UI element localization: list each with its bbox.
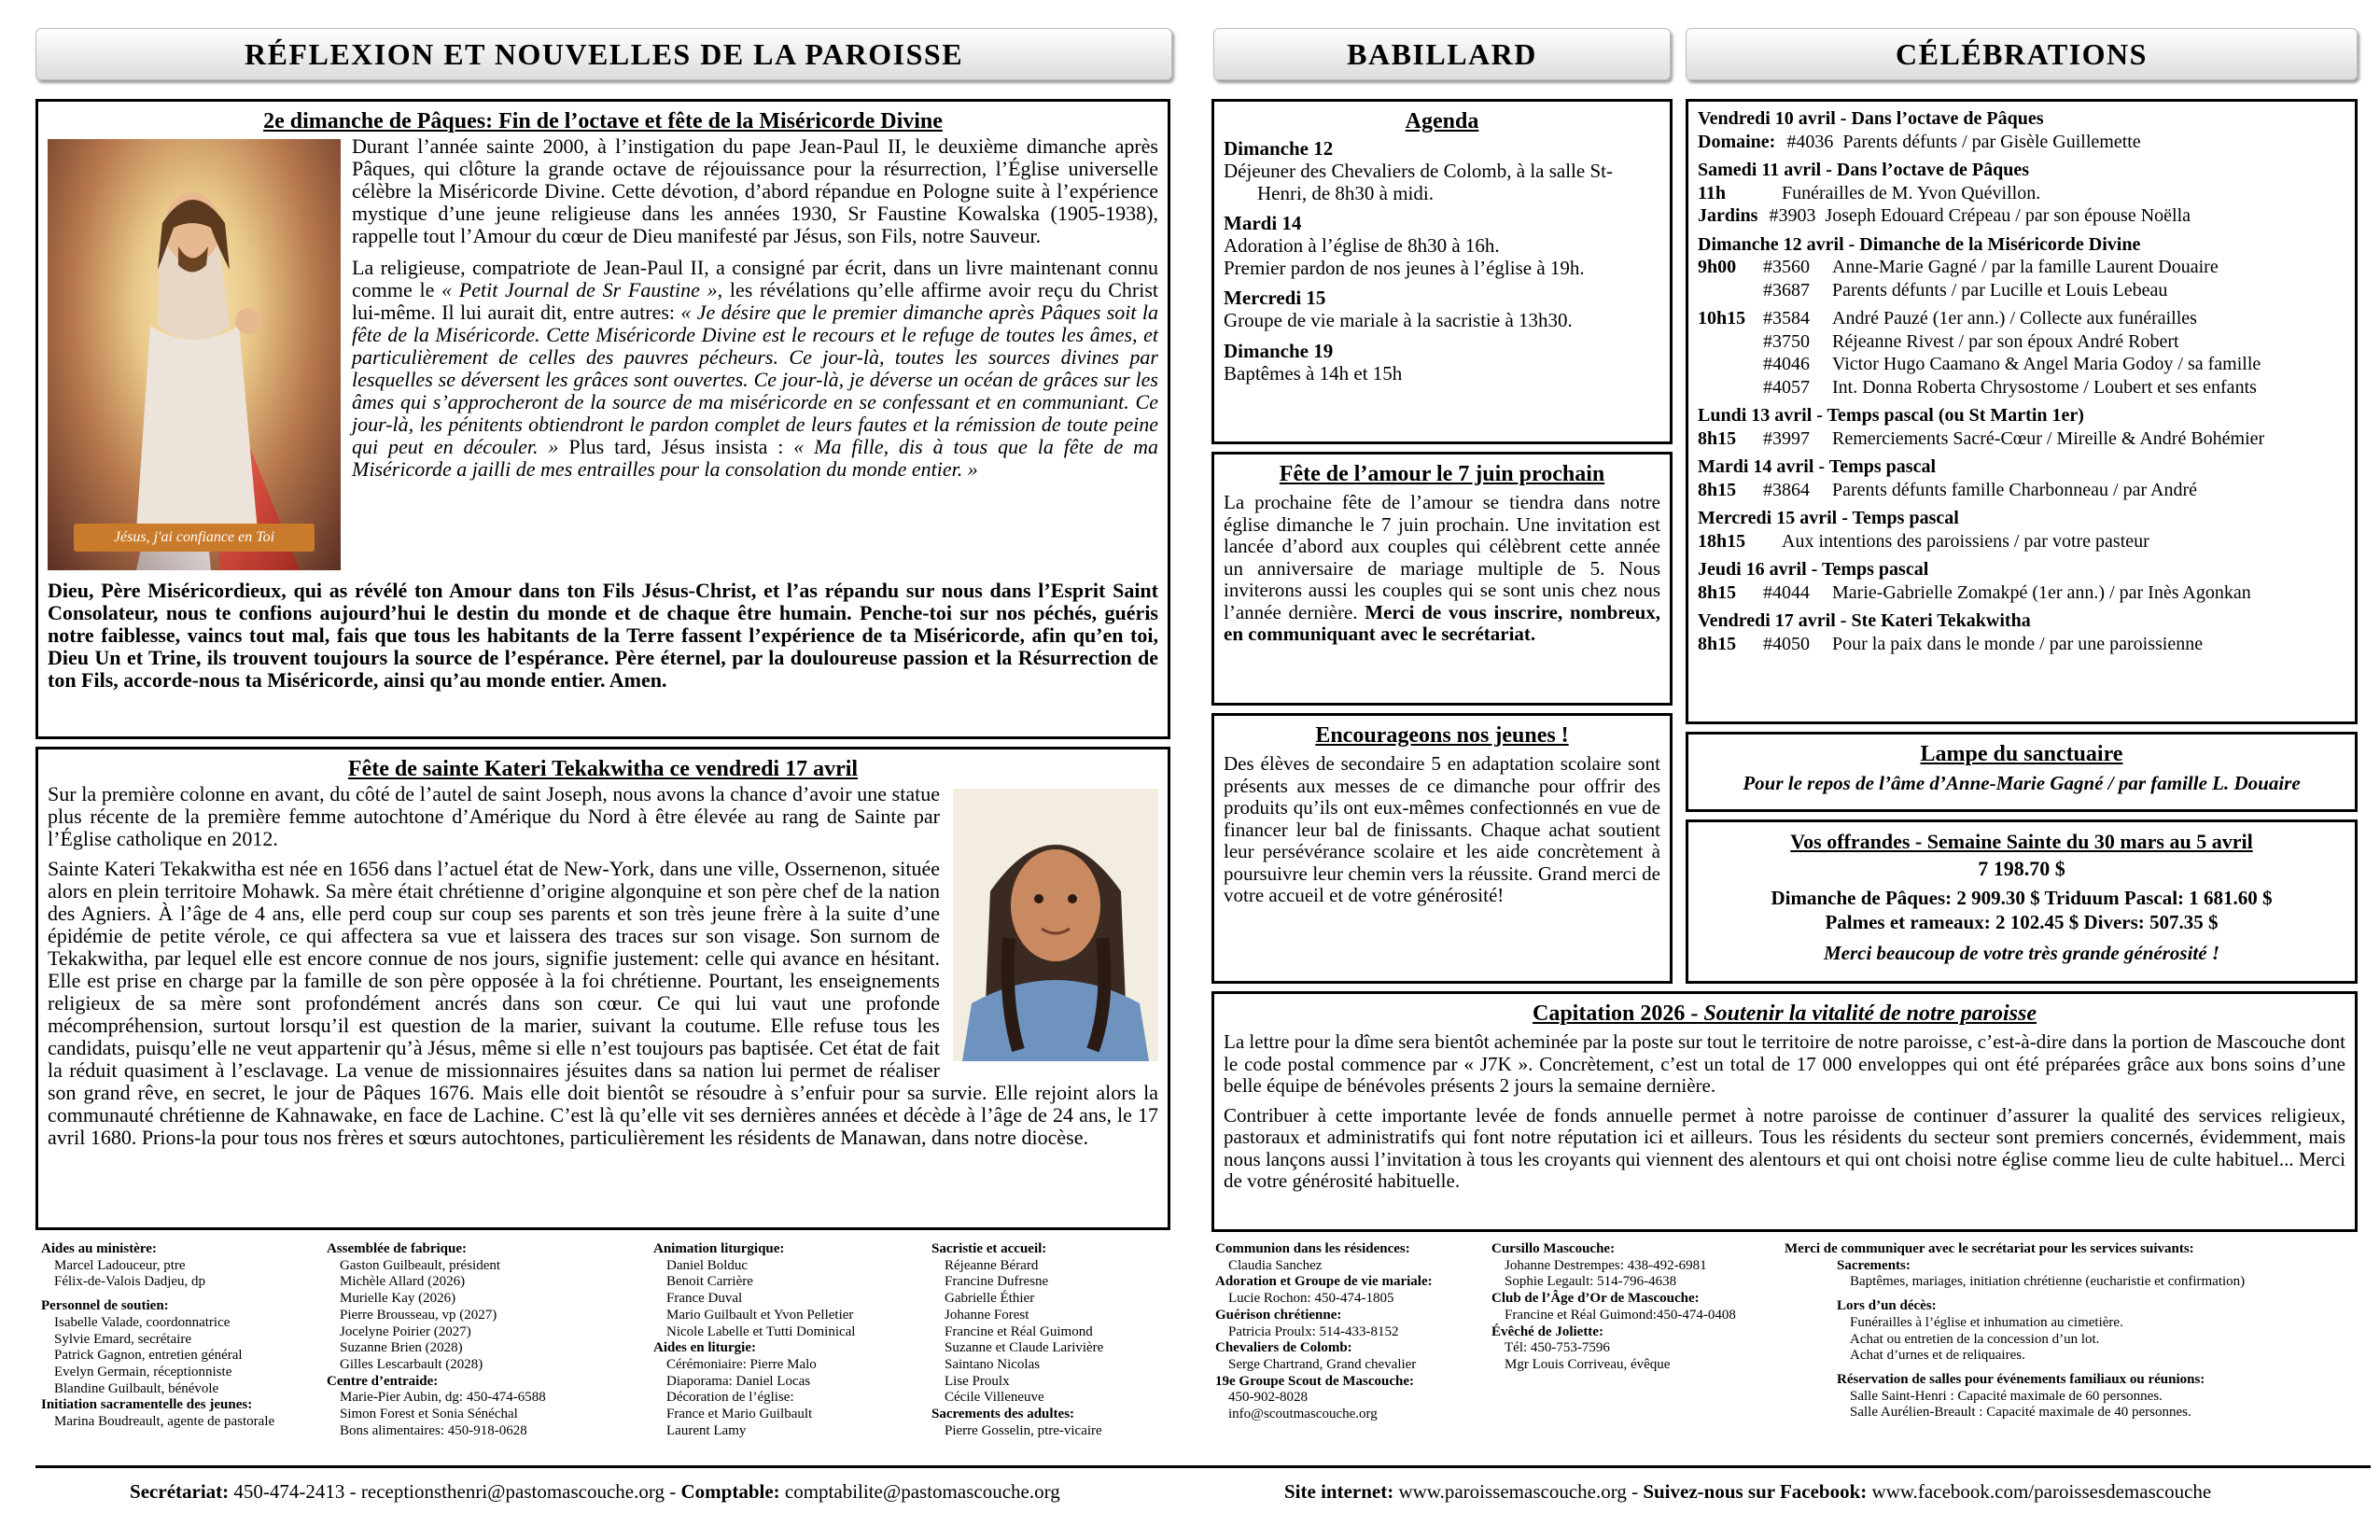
footer-heading: Sacrements des adultes: xyxy=(931,1407,1075,1422)
footer-entry: Suzanne et Claude Larivière xyxy=(945,1340,1104,1356)
comptable-email[interactable]: comptabilite@pastomascouche.org xyxy=(779,1480,1060,1503)
article-kateri-title: Fête de sainte Kateri Tekakwitha ce vendredi 17 avril xyxy=(347,757,859,781)
footer-entry: Simon Forest et Sonia Sénéchal xyxy=(340,1407,518,1422)
footer-entry: Benoit Carrière xyxy=(666,1274,753,1290)
jeunes-text: Des élèves de secondaire 5 en adaptation scolaire sont présents aux messes de ce dimanche pour offrir des produits qu’ils ont eux-mêmes confectionnés en vue de financer leur bal de finissants. Chaque achat soutient leur persévérance scolaire et les aide concrètement à poursuivre leur chemin vers la réussite. Grand merci de votre accueil et de votre générosité! xyxy=(1224,752,1660,906)
footer-heading: Animation liturgique: xyxy=(653,1241,785,1256)
jeunes-box xyxy=(1211,713,1673,984)
footer-entry: Pierre Brousseau, vp (2027) xyxy=(340,1307,497,1323)
celebration-number: #4036 xyxy=(1786,131,1834,152)
footer-heading: Assemblée de fabrique: xyxy=(327,1241,467,1256)
footer-entry: Francine et Réal Guimond xyxy=(945,1323,1093,1339)
celebration-number: #3584 xyxy=(1763,308,1810,329)
celebration-intention: Réjeanne Rivest / par son époux André Robert xyxy=(1832,330,2179,352)
celebration-row xyxy=(1698,131,2345,154)
kateri-portrait xyxy=(953,789,1158,1061)
jeunes-title: Encourageons nos jeunes ! xyxy=(1315,723,1569,748)
capitation-box xyxy=(1211,991,2358,1232)
agenda-item: Déjeuner des Chevaliers de Colomb, à la salle St-Henri, de 8h30 à midi. xyxy=(1224,160,1613,204)
footer-heading: Initiation sacramentelle des jeunes: xyxy=(41,1397,253,1413)
agenda-item: Adoration à l’église de 8h30 à 16h. xyxy=(1224,234,1500,257)
offrandes-title: Vos offrandes - Semaine Sainte du 30 mars au 5 avril xyxy=(1790,830,2253,853)
footer-entry: Murielle Kay (2026) xyxy=(340,1291,456,1307)
footer-entry: Diaporama: Daniel Locas xyxy=(666,1373,811,1389)
footer-col-1 xyxy=(41,1241,330,1431)
header-reflexion-text: RÉFLEXION ET NOUVELLES DE LA PAROISSE xyxy=(244,36,964,71)
celebration-time xyxy=(1698,353,1763,376)
celebration-number: #3997 xyxy=(1763,427,1810,449)
celebration-intention: Parents défunts / par Lucille et Louis Lebeau xyxy=(1832,279,2168,301)
p2-a: La religieuse, compatriote de Jean-Paul II, a consigné par écrit, dans un livre maintenant connu comme le xyxy=(352,256,1158,301)
footer-heading: Cursillo Mascouche: xyxy=(1491,1241,1616,1256)
footer-entry: Michèle Allard (2026) xyxy=(340,1274,466,1290)
footer-entry: Achat ou entretien de la concession d’un lot. xyxy=(1850,1331,2100,1347)
celebration-row xyxy=(1698,182,2345,205)
celebration-row xyxy=(1698,256,2345,279)
celebration-time: 8h15 xyxy=(1698,427,1737,449)
footer-entry: Salle Aurélien-Breault : Capacité maximale de 40 personnes. xyxy=(1850,1405,2191,1421)
celebration-row xyxy=(1698,376,2345,399)
footer-entry: Pierre Gosselin, ptre-vicaire xyxy=(945,1422,1102,1438)
celebrations-box xyxy=(1686,99,2358,724)
fete-amour-body: La prochaine fête de l’amour se tiendra dans notre église dimanche le 7 juin prochain. Une invitation est lancée d’abord aux couples qui célèbrent cette année un anniversaire de mariage multiple de 5. Nous inviterons aussi les couples qui se sont unis chez nous l’année dernière. xyxy=(1224,491,1660,623)
p2-b: « Petit Journal de Sr Faustine » xyxy=(441,278,718,301)
facebook-link[interactable]: www.facebook.com/paroissesdemascouche xyxy=(1867,1480,2212,1503)
agenda-item: Baptêmes à 14h et 15h xyxy=(1224,361,1403,385)
agenda-title: Agenda xyxy=(1405,109,1479,133)
footer-entry: Funérailles à l’église et inhumation au cimetière. xyxy=(1850,1314,2123,1330)
capitation-title-b: Soutenir la vitalité de notre paroisse xyxy=(1703,1001,2037,1026)
footer-entry: Evelyn Germain, réceptionniste xyxy=(54,1364,232,1379)
footer-spacer xyxy=(1837,1365,2363,1372)
celebration-group xyxy=(1698,558,2345,604)
divine-mercy-banner: Jésus, j'ai confiance en Toi xyxy=(113,529,275,545)
footer-heading: Centre d’entraide: xyxy=(327,1373,439,1389)
divine-mercy-image xyxy=(48,139,341,570)
celebration-time xyxy=(1698,279,1763,302)
celebration-time: 8h15 xyxy=(1698,633,1737,654)
footer-entry: Lise Proulx xyxy=(945,1373,1010,1389)
footer-services-list xyxy=(1785,1258,2363,1421)
bottom-contact-bar xyxy=(37,1480,2371,1504)
celebration-day: Jeudi 16 avril - Temps pascal xyxy=(1698,559,1929,580)
celebration-number: #4044 xyxy=(1763,581,1810,603)
celebration-time: Jardins xyxy=(1698,205,1758,226)
celebration-intention: Parents défunts / par Gisèle Guillemette xyxy=(1842,131,2141,152)
footer-entry: Marie-Pier Aubin, dg: 450-474-6588 xyxy=(340,1390,546,1406)
celebration-day: Samedi 11 avril - Dans l’octave de Pâques xyxy=(1698,160,2029,180)
fete-amour-text xyxy=(1224,492,1660,646)
footer-entry: Johanne Destrempes: 438-492-6981 xyxy=(1505,1257,1707,1273)
celebration-intention: Joseph Edouard Crépeau / par son épouse Noëlla xyxy=(1825,205,2191,226)
footer-entry: Décoration de l’église: xyxy=(666,1390,794,1406)
celebration-intention: Aux intentions des paroissiens / par votre pasteur xyxy=(1782,530,2149,552)
header-reflexion xyxy=(35,28,1172,80)
footer-heading: Personnel de soutien: xyxy=(41,1298,169,1314)
celebration-number: #3903 xyxy=(1769,205,1816,226)
offrandes-line2: Palmes et rameaux: 2 102.45 $ Divers: 507.35 $ xyxy=(1825,911,2219,933)
celebration-row xyxy=(1698,330,2345,354)
lampe-text: Pour le repos de l’âme d’Anne-Marie Gagné / par famille L. Douaire xyxy=(1743,772,2301,794)
agenda-item: Groupe de vie mariale à la sacristie à 13h30. xyxy=(1224,309,1573,331)
footer-heading: Réservation de salles pour événements familiaux ou réunions: xyxy=(1837,1371,2205,1387)
agenda-day-label: Dimanche 12 xyxy=(1224,137,1334,160)
footer-entry: Nicole Labelle et Tutti Dominical xyxy=(666,1323,856,1339)
footer-spacer xyxy=(41,1291,330,1298)
article-divine-mercy xyxy=(35,99,1170,739)
celebration-day: Vendredi 17 avril - Ste Kateri Tekakwitha xyxy=(1698,610,2031,631)
footer-col-2 xyxy=(327,1241,635,1439)
footer-entry: Achat d’urnes et de reliquaires. xyxy=(1850,1348,2025,1364)
agenda-day xyxy=(1224,137,1660,204)
agenda-day xyxy=(1224,340,1660,385)
celebration-time: 18h15 xyxy=(1698,530,1746,552)
celebration-row xyxy=(1698,279,2345,302)
celebration-intention: Victor Hugo Caamano & Angel Maria Godoy / sa famille xyxy=(1832,354,2261,374)
lampe-box xyxy=(1686,732,2358,812)
footer-entry: info@scoutmascouche.org xyxy=(1228,1407,1378,1422)
celebration-intention: Remerciements Sacré-Cœur / Mireille & André Bohémier xyxy=(1832,427,2265,449)
fete-amour-bold: Merci de vous inscrire, nombreux, en communiquant avec le secrétariat. xyxy=(1224,600,1660,645)
footer-entry: Daniel Bolduc xyxy=(666,1257,749,1273)
celebration-group xyxy=(1698,159,2345,228)
celebration-time xyxy=(1698,376,1763,399)
celebration-number: #3560 xyxy=(1763,257,1810,277)
celebration-row xyxy=(1698,633,2345,656)
footer-entry: Blandine Guilbault, bénévole xyxy=(54,1380,219,1396)
p2-c: , les révélations qu’elle affirme avoir reçu du Christ lui-même. Il lui aurait dit, entre autres: xyxy=(352,278,1159,324)
footer-entry: Tél: 450-753-7596 xyxy=(1505,1340,1610,1356)
agenda-day-label: Dimanche 19 xyxy=(1224,339,1334,362)
agenda-day-label: Mercredi 15 xyxy=(1224,287,1326,309)
kateri-illustration xyxy=(953,789,1158,1061)
footer-entry: France et Mario Guilbault xyxy=(666,1407,813,1422)
footer-entry: Marcel Ladouceur, ptre xyxy=(54,1257,186,1273)
celebration-intention: Anne-Marie Gagné / par la famille Laurent Douaire xyxy=(1832,257,2219,277)
agenda-day xyxy=(1224,287,1660,332)
celebration-number: #3687 xyxy=(1763,279,1810,301)
article-kateri-p2: Sainte Kateri Tekakwitha est née en 1656 dans l’actuel état de New-York, dans une ville, Ossernenon, située alors en plein territoire Mohawk. Sa mère était chrétienne d’origine algonquine et son père chef de la nation des Agniers. À l’âge de 4 ans, elle perd coup sur coup ses parents et son très jeune frère à la suite d’une épidémie de petite vérole, ce qui affectera sa vue et laissera des traces sur son visage. Son surnom de Tekakwitha, par lequel elle est encore connue de nos jours, signifie justement: celle qui avance en hésitant. Elle est prise en charge par la famille de son père opposée à la foi chrétienne. Pourtant, les enseignements religieux de sa mère sont profondément ancrés dans son cœur. Ce qui lui vaut une profonde mécompréhension, surtout lorsqu’il est question de la marier, suivant la coutume. Elle refuse tous les candidats, puisqu’elle ne veut appartenir qu’à Jésus, même si elle n’est toujours pas baptisée. Cet état de fait la réduit quasiment à l’esclavage. La venue de missionnaires jésuites dans sa nation lui permet de réaliser son grand rêve, en secret, le jour de Pâques 1676. Mais elle doit bientôt se résoudre à s’enfuir pour sa survie. Elle rejoint alors la communauté chrétienne de Kahnawake, en face de Lachine. C’est là qu’elle vit ses dernières années et décède à l’âge de 24 ans, le 17 avril 1680. Prions-la pour tous nos frères et sœurs autochtones, particulièrement les résidents de Manawan, dans notre diocèse. xyxy=(48,857,1158,1149)
capitation-p2: Contribuer à cette importante levée de fonds annuelle permet à notre paroisse de continuer d’assurer la qualité des services religieux, pastoraux et administratifs qui font notre réputation ici et ailleurs. Tous les résidents du secteur sont premiers concernés, évidemment, mais nous lançons aussi l’invitation à tous les croyants qui viennent des alentours et qui ont choisi notre église comme lieu de culte habituel... Merci de votre générosité habituelle. xyxy=(1224,1103,2345,1192)
footer-entry: Réjeanne Bérard xyxy=(945,1257,1039,1273)
footer-col-6 xyxy=(1491,1241,1781,1374)
footer-entry: Cécile Villeneuve xyxy=(945,1390,1044,1406)
celebration-group xyxy=(1698,609,2345,655)
celebration-intention: André Pauzé (1er ann.) / Collecte aux funérailles xyxy=(1832,308,2197,329)
p2-d: « Je désire que le premier dimanche après Pâques soit la fête de la Miséricorde. Cette Miséricorde Divine est le recours et le refuge de toutes les âmes, et particulièrement de celles des pauvres pécheurs. Ce jour-là, toutes les sources divines par lesquelles se déversent les grâces sont ouvertes. Ce jour-là, je déverse un océan de grâces sur les âmes qui s’approcheront de la source de ma miséricorde en se confessant et en communiant. Ce jour-là, les pénitents obtiendront le pardon complet de leurs fautes et la rémission de toute peine qui peut en découler. » xyxy=(352,301,1158,458)
header-babillard-text: BABILLARD xyxy=(1347,36,1537,71)
footer-heading: 19e Groupe Scout de Mascouche: xyxy=(1215,1373,1415,1389)
celebration-intention: Int. Donna Roberta Chrysostome / Loubert et ses enfants xyxy=(1832,376,2257,398)
footer-heading: Aides au ministère: xyxy=(41,1241,157,1256)
footer-entry: 450-902-8028 xyxy=(1228,1390,1308,1406)
celebration-group xyxy=(1698,107,2345,153)
celebration-row xyxy=(1698,353,2345,376)
footer-entry: Serge Chartrand, Grand chevalier xyxy=(1228,1356,1417,1372)
article-kateri-p1: Sur la première colonne en avant, du côté de l’autel de saint Joseph, nous avons la chance d’avoir une statue plus récente de la première femme autochtone d’Amérique du Nord à être élevée au rang de Sainte par l’Église catholique en 2012. xyxy=(48,782,940,850)
footer-heading: Club de l’Âge d’Or de Mascouche: xyxy=(1491,1291,1700,1307)
celebration-row xyxy=(1698,479,2345,502)
celebration-group xyxy=(1698,455,2345,501)
celebration-group xyxy=(1698,507,2345,553)
celebration-row xyxy=(1698,530,2345,553)
header-celebrations-text: CÉLÉBRATIONS xyxy=(1896,36,2148,71)
footer-heading: Aides en liturgie: xyxy=(653,1340,756,1356)
capitation-title xyxy=(1224,1000,2345,1028)
footer-heading: Communion dans les résidences: xyxy=(1215,1241,1410,1256)
celebration-number: #4057 xyxy=(1763,376,1810,398)
footer-entry: Isabelle Valade, coordonnatrice xyxy=(54,1314,231,1330)
offrandes-thanks: Merci beaucoup de votre très grande générosité ! xyxy=(1823,942,2220,964)
footer-entry: Baptêmes, mariages, initiation chrétienne (eucharistie et confirmation) xyxy=(1850,1274,2246,1290)
celebration-row xyxy=(1698,427,2345,451)
agenda-item: Premier pardon de nos jeunes à l’église à 19h. xyxy=(1224,256,1585,279)
footer-heading: Lors d’un décès: xyxy=(1837,1298,1937,1314)
celebration-time: 11h xyxy=(1698,182,1727,203)
header-babillard xyxy=(1213,28,1671,80)
celebration-group xyxy=(1698,233,2345,302)
footer-spacer xyxy=(1837,1291,2363,1298)
facebook-label: Suivez-nous sur Facebook: xyxy=(1643,1480,1868,1503)
footer-entry: Johanne Forest xyxy=(945,1307,1029,1323)
footer-col-5 xyxy=(1215,1241,1495,1423)
celebration-day: Mardi 14 avril - Temps pascal xyxy=(1698,456,1937,477)
footer-col-7 xyxy=(1785,1241,2363,1421)
footer-entry: Suzanne Brien (2028) xyxy=(340,1340,463,1356)
article-divine-mercy-title: 2e dimanche de Pâques: Fin de l’octave et fête de la Miséricorde Divine xyxy=(263,109,943,133)
secretariat-label: Secrétariat: xyxy=(130,1480,230,1503)
footer-entry: Francine Dufresne xyxy=(945,1274,1049,1290)
celebration-intention: Funérailles de M. Yvon Quévillon. xyxy=(1782,182,2041,203)
footer-entry: Francine et Réal Guimond:450-474-0408 xyxy=(1505,1307,1736,1323)
footer-entry: Gabrielle Éthier xyxy=(945,1291,1035,1307)
celebration-number: #4050 xyxy=(1763,633,1810,654)
article-divine-mercy-prayer: Dieu, Père Miséricordieux, qui as révélé ton Amour dans ton Fils Jésus-Christ, et l’as répandu sur nous dans l’Esprit Saint Consolateur, nous te confions aujourd’hui le destin du monde et de chaque être humain. Penche-toi sur nos péchés, guéris notre faiblesse, vaincs tout mal, fais que tous les habitants de la Terre fassent l’expérience de ta Miséricorde, afin qu’en toi, Dieu Un et Trine, ils trouvent toujours la source de l’espérance. Père éternel, par la douloureuse passion et la Résurrection de ton Fils, accorde-nous ta Miséricorde, ainsi qu’au monde entier. Amen. xyxy=(48,579,1158,692)
footer-entry: Patricia Proulx: 514-433-8152 xyxy=(1228,1323,1399,1339)
footer-entry: Félix-de-Valois Dadjeu, dp xyxy=(54,1274,206,1290)
fete-amour-box xyxy=(1211,452,1673,706)
celebration-time: 9h00 xyxy=(1698,257,1737,277)
footer-heading: Guérison chrétienne: xyxy=(1215,1307,1342,1323)
celebration-intention: Pour la paix dans le monde / par une paroissienne xyxy=(1832,633,2204,654)
footer-entry: Mgr Louis Corriveau, évêque xyxy=(1505,1356,1671,1372)
header-celebrations xyxy=(1686,28,2358,80)
secretariat-contact[interactable]: 450-474-2413 - receptionsthenri@pastomascouche.org - xyxy=(229,1480,681,1503)
footer-services-title: Merci de communiquer avec le secrétariat pour les services suivants: xyxy=(1785,1241,2194,1256)
footer-entry: Marina Boudreault, agente de pastorale xyxy=(54,1414,275,1430)
bottom-rule xyxy=(35,1465,2371,1468)
bottom-right xyxy=(1141,1480,2355,1504)
footer-entry: Claudia Sanchez xyxy=(1228,1257,1323,1273)
bottom-left xyxy=(53,1480,1136,1504)
offrandes-line1: Dimanche de Pâques: 2 909.30 $ Triduum Pascal: 1 681.60 $ xyxy=(1771,887,2273,909)
site-label: Site internet: xyxy=(1284,1480,1394,1503)
agenda-day xyxy=(1224,212,1660,279)
celebration-group xyxy=(1698,404,2345,450)
footer-entry: Lucie Rochon: 450-474-1805 xyxy=(1228,1291,1394,1307)
footer-entry: Laurent Lamy xyxy=(666,1422,747,1438)
divine-mercy-illustration xyxy=(48,139,341,570)
celebration-day: Vendredi 10 avril - Dans l’octave de Pâques xyxy=(1698,108,2044,129)
footer-entry: France Duval xyxy=(666,1291,743,1307)
celebration-time: 8h15 xyxy=(1698,479,1737,500)
celebration-day: Dimanche 12 avril - Dimanche de la Miséricorde Divine xyxy=(1698,233,2141,255)
article-divine-mercy-p1: Durant l’année sainte 2000, à l’instigation du pape Jean-Paul II, le deuxième dimanche après Pâques, qui clôture la grande octave de réjouissance pour la résurrection, l’Église universelle célèbre la Miséricorde Divine. Cette dévotion, d’abord répandue en Pologne suite à l’expérience mystique d’une jeune religieuse dans les années 1930, Sr Faustine Kowalska (1905-1938), rappelle tout l’Amour du cœur de Dieu manifesté par Jésus, son Fils, notre Sauveur. xyxy=(352,134,1158,247)
celebration-row xyxy=(1698,307,2345,330)
footer-entry: Saintano Nicolas xyxy=(945,1356,1041,1372)
p2-e: Plus tard, Jésus insista : xyxy=(558,435,794,458)
footer-heading: Adoration et Groupe de vie mariale: xyxy=(1215,1274,1433,1290)
footer-heading: Évêché de Joliette: xyxy=(1491,1323,1603,1339)
footer-entry: Gilles Lescarbault (2028) xyxy=(340,1356,483,1372)
footer-heading: Chevaliers de Colomb: xyxy=(1215,1340,1352,1356)
footer-entry: Mario Guilbault et Yvon Pelletier xyxy=(666,1307,854,1323)
footer-entry: Sylvie Emard, secrétaire xyxy=(54,1331,192,1347)
offrandes-total: 7 198.70 $ xyxy=(1978,857,2065,880)
footer-entry: Cérémoniaire: Pierre Malo xyxy=(666,1356,817,1372)
footer-col-3 xyxy=(653,1241,924,1439)
celebration-time: Domaine: xyxy=(1698,131,1776,152)
footer-heading: Sacrements: xyxy=(1837,1257,1911,1273)
celebration-row xyxy=(1698,581,2345,605)
fete-amour-title: Fête de l’amour le 7 juin prochain xyxy=(1279,462,1605,486)
article-kateri xyxy=(35,747,1170,1230)
capitation-title-a: Capitation 2026 - xyxy=(1532,1001,1704,1026)
footer-entry: Patrick Gagnon, entretien général xyxy=(54,1348,243,1364)
capitation-p1: La lettre pour la dîme sera bientôt acheminée par la poste sur tout le territoire de notre paroisse, c’est-à-dire dans la portion de Mascouche dont le code postal commence par « J7K ». Concrètement, c’est un total de 17 000 enveloppes qui ont été préparées grâce aux bons soins d’une belle équipe de bénévoles présents 2 jours la semaine dernière. xyxy=(1224,1030,2345,1097)
footer-entry: Sophie Legault: 514-796-4638 xyxy=(1505,1274,1677,1290)
comptable-label: Comptable: xyxy=(680,1480,780,1503)
celebration-number: #4046 xyxy=(1763,354,1810,374)
agenda-day-label: Mardi 14 xyxy=(1224,212,1302,234)
site-link[interactable]: www.paroissemascouche.org - xyxy=(1393,1480,1644,1503)
footer-entry: Salle Saint-Henri : Capacité maximale de 60 personnes. xyxy=(1850,1388,2163,1404)
celebration-time xyxy=(1698,330,1763,354)
footer-entry: Jocelyne Poirier (2027) xyxy=(340,1323,471,1339)
offrandes-box xyxy=(1686,819,2358,984)
celebration-intention: Marie-Gabrielle Zomakpé (1er ann.) / par Inès Agonkan xyxy=(1832,581,2251,603)
footer-entry: Gaston Guilbeault, président xyxy=(340,1257,501,1273)
celebration-time: 10h15 xyxy=(1698,308,1746,329)
p2-f: « Ma fille, dis à tous que la fête de ma Miséricorde a jailli de mes entrailles pour la consolation du monde entier. » xyxy=(352,435,1158,481)
celebration-number: #3864 xyxy=(1763,479,1810,500)
celebration-day: Lundi 13 avril - Temps pascal (ou St Martin 1er) xyxy=(1698,405,2084,426)
agenda-box xyxy=(1211,99,1673,444)
lampe-title: Lampe du sanctuaire xyxy=(1920,742,2123,766)
celebration-row xyxy=(1698,204,2345,228)
celebration-intention: Parents défunts famille Charbonneau / par André xyxy=(1832,479,2197,500)
celebration-time: 8h15 xyxy=(1698,581,1737,603)
celebration-group xyxy=(1698,307,2345,399)
footer-col-4 xyxy=(931,1241,1211,1439)
footer-entry: Bons alimentaires: 450-918-0628 xyxy=(340,1422,527,1438)
celebration-number: #3750 xyxy=(1763,330,1810,352)
celebration-day: Mercredi 15 avril - Temps pascal xyxy=(1698,508,1959,528)
footer-heading: Sacristie et accueil: xyxy=(931,1241,1047,1256)
